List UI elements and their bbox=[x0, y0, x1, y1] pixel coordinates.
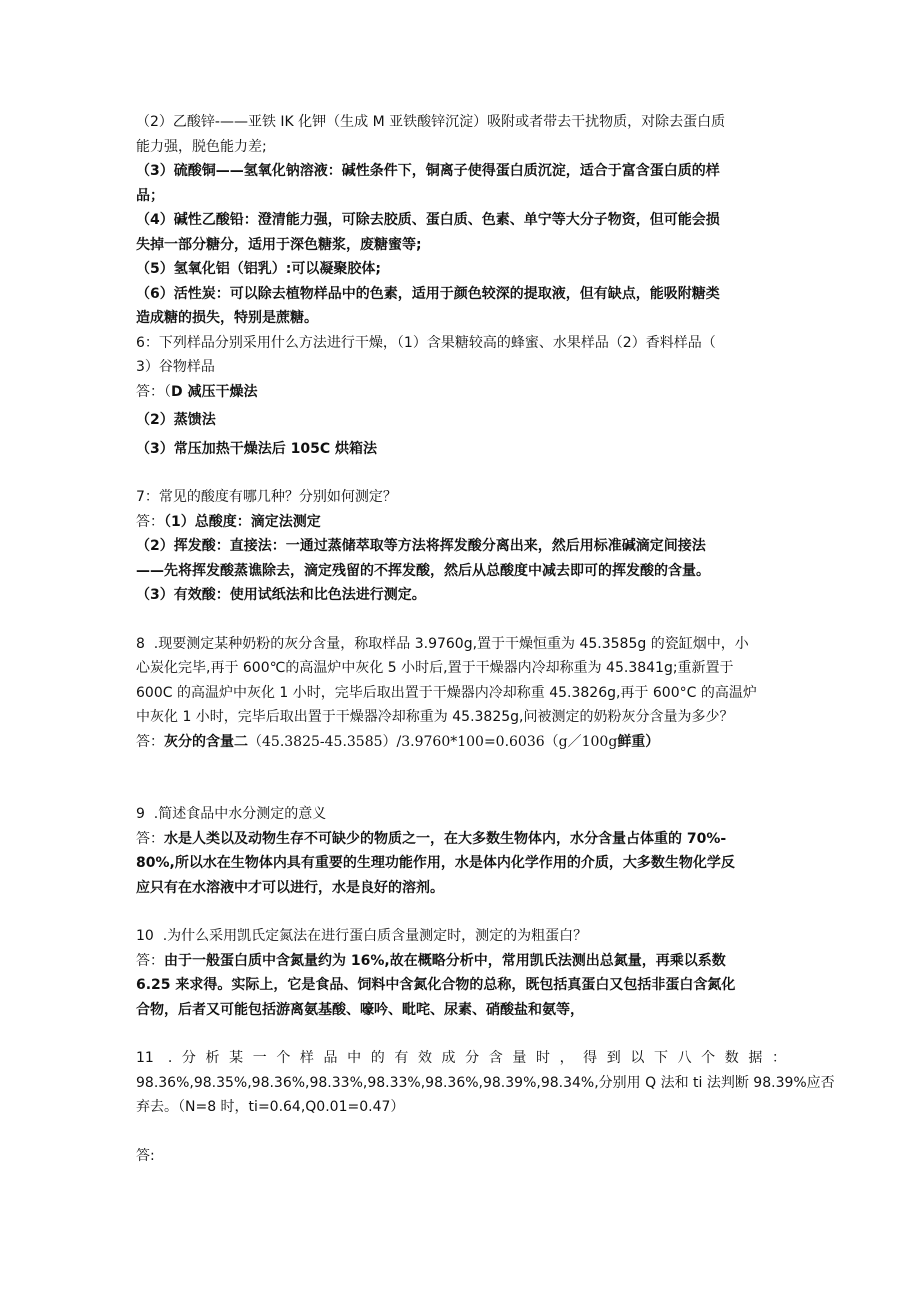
question-text: 8 .现要测定某种奶粉的灰分含量，称取样品 3.9760g,置于干燥恒重为 45.3585g 的瓷缸烟中，小 bbox=[136, 635, 749, 652]
answer-text: 由于一般蛋白质中含氮量约为 16%,故在概略分析中，常用凯氏法测出总氮量，再乘以系数 bbox=[164, 952, 726, 969]
question-text: 3）谷物样品 bbox=[136, 359, 215, 375]
answer-line: （3）有效酸：使用试纸法和比色法进行测定。 bbox=[136, 587, 426, 603]
answer-line: （2）挥发酸：直接法：一通过蒸储萃取等方法将挥发酸分离出来，然后用标准碱滴定间接法 bbox=[136, 538, 706, 554]
text-line: （2）乙酸锌-——亚铁 IK 化钾（生成 M 亚铁酸锌沉淀）吸附或者带去干扰物质，对除去蛋白质 bbox=[136, 114, 726, 130]
question-text: 600C 的高温炉中灰化 1 小时，完毕后取出置于干燥器内冷却称重 45.3826g,再于 600°C 的高温炉 bbox=[136, 684, 757, 701]
text-line: （4）碱性乙酸铅：澄清能力强，可除去胶质、蛋白质、色素、单宁等大分子物资，但可能会损 bbox=[136, 212, 720, 228]
answer-line: （3）常压加热干燥法后 105C 烘箱法 bbox=[136, 440, 377, 457]
answer-prefix: 答： bbox=[136, 830, 164, 847]
text-line: （5）氢氧化铝（铝乳）:可以凝聚胶体; bbox=[136, 261, 381, 277]
question-10 bbox=[136, 924, 786, 1022]
answer-prefix: 答： bbox=[136, 733, 164, 750]
answer-prefix: 答： bbox=[136, 513, 164, 530]
section-clarifying-agents bbox=[136, 110, 786, 331]
answer-line: （2）蒸馈法 bbox=[136, 412, 216, 428]
answer-text: D 减压干燥法 bbox=[171, 383, 258, 400]
text-line: 能力强，脱色能力差; bbox=[136, 138, 267, 155]
text-line: 失掉一部分糖分，适用于深色糖浆，废糖蜜等; bbox=[136, 236, 422, 253]
question-6 bbox=[136, 331, 786, 462]
answer-label: 答: bbox=[136, 1147, 155, 1164]
answer-line bbox=[136, 380, 786, 405]
question-text: 6：下列样品分别采用什么方法进行干燥，（1）含果糖较高的蜂蜜、水果样品（2）香料样品（ bbox=[136, 334, 716, 351]
answer-prefix: 答： bbox=[136, 952, 164, 969]
answer-text: 水是人类以及动物生存不可缺少的物质之一，在大多数生物体内，水分含量占体重的 70%- bbox=[164, 830, 727, 847]
answer-formula: （45.3825-45.3585）/3.9760*100=0.6036（g／100g bbox=[248, 733, 618, 750]
question-text: 中灰化 1 小时，完毕后取出置于干燥器冷却称重为 45.3825g,问被测定的奶粉灰分含量为多少？ bbox=[136, 709, 734, 725]
text-line: 造成糖的损失，特别是蔗糖。 bbox=[136, 310, 318, 326]
answer-line bbox=[136, 827, 786, 852]
text-line: （3）硫酸铜——氢氧化钠溶液：碱性条件下，铜离子使得蛋白质沉淀，适合于富含蛋白质的样 bbox=[136, 163, 720, 179]
question-text: 7：常见的酸度有哪几种？分别如何测定？ bbox=[136, 489, 397, 505]
answer-line: 合物，后者又可能包括游离氨基酸、嚎吟、毗咤、尿素、硝酸盐和氨等， bbox=[136, 1001, 584, 1018]
question-text: 98.36%,98.35%,98.36%,98.33%,98.33%,98.36%,98.39%,98.34%,分别用 Q 法和 ti 法判断 98.39%应否 bbox=[136, 1074, 835, 1091]
answer-text: （1）总酸度：滴定法测定 bbox=[164, 513, 321, 530]
answer-line: ——先将挥发酸蒸谯除去，滴定残留的不挥发酸，然后从总酸度中减去即可的挥发酸的含量。 bbox=[136, 562, 710, 579]
question-7 bbox=[136, 485, 786, 608]
answer-line: 80%,所以水在生物体内具有重要的生理功能作用，水是体内化学作用的介质，大多数生物化学反 bbox=[136, 855, 735, 871]
answer-line bbox=[136, 510, 786, 535]
question-text: 10 .为什么采用凯氏定氮法在进行蛋白质含量测定时，测定的为粗蛋白？ bbox=[136, 928, 588, 944]
answer-line: 应只有在水溶液中才可以进行，水是良好的溶剂。 bbox=[136, 879, 444, 896]
question-11 bbox=[136, 1046, 835, 1168]
document-page bbox=[136, 110, 835, 1168]
question-text: 心炭化完毕,再于 600℃的高温炉中灰化 5 小时后,置于干燥器内冷却称重为 45.3841g;重新置于 bbox=[136, 660, 734, 676]
question-text: 11 .分析某一个样品中的有效成分含量时，得到以下八个数据： bbox=[136, 1050, 786, 1066]
text-line: 品； bbox=[136, 187, 164, 204]
answer-line bbox=[136, 730, 786, 755]
question-text: 9 .简述食品中水分测定的意义 bbox=[136, 806, 327, 822]
answer-text: 灰分的含量二 bbox=[164, 733, 248, 750]
answer-prefix: 答：（ bbox=[136, 383, 171, 400]
answer-line bbox=[136, 949, 786, 974]
question-8 bbox=[136, 632, 786, 755]
answer-unit: 鲜重） bbox=[617, 733, 660, 750]
text-line: （6）活性炭：可以除去植物样品中的色素，适用于颜色较深的提取液，但有缺点，能吸附糖类 bbox=[136, 285, 720, 302]
question-9 bbox=[136, 802, 786, 900]
question-text: 弃去。（N=8 时，ti=0.64,Q0.01=0.47） bbox=[136, 1099, 405, 1115]
answer-line: 6.25 来求得。实际上，它是食品、饲料中含氮化合物的总称，既包括真蛋白又包括非蛋白含氮化 bbox=[136, 977, 736, 993]
